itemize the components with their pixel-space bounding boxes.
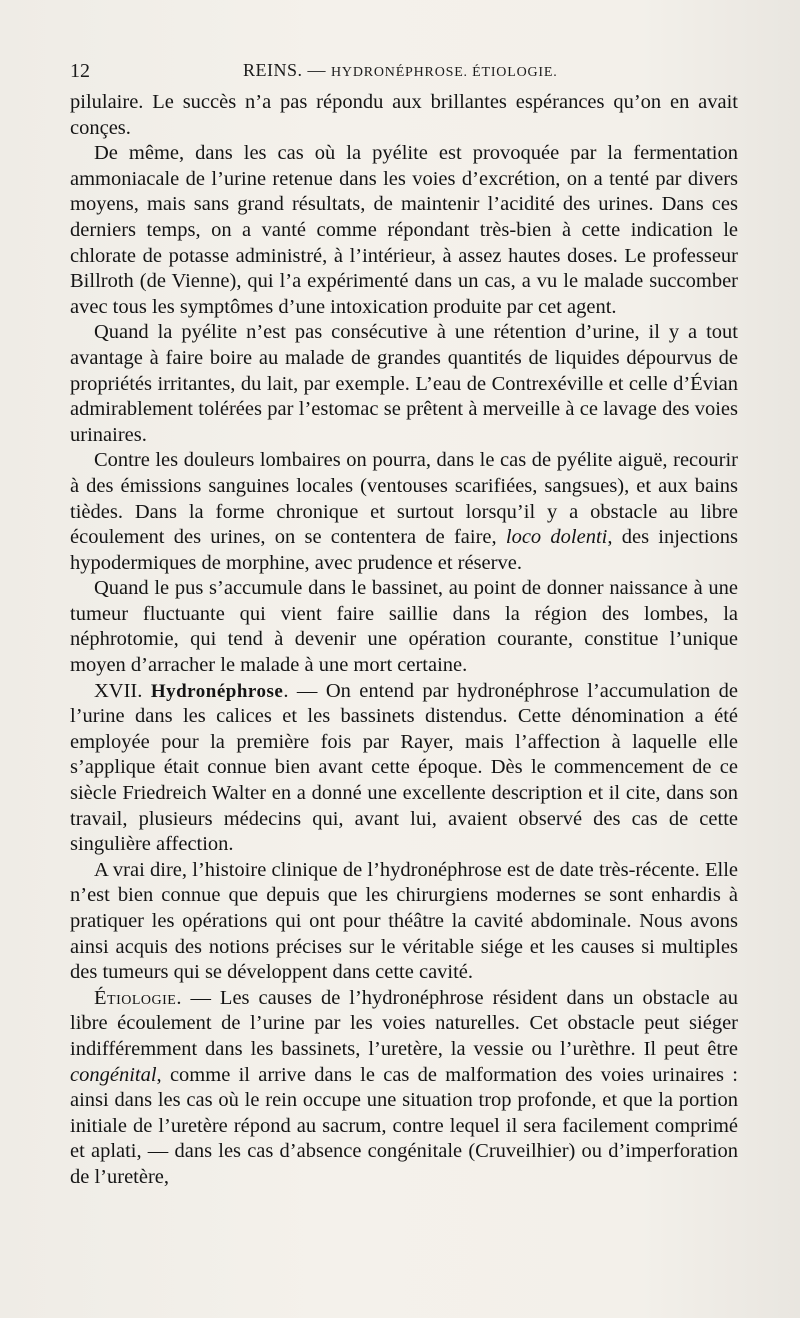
section-numeral: XVII.: [94, 679, 151, 702]
paragraph-douleurs-text-a: Contre les douleurs lombaires on pourra, dans le cas de pyélite aiguë, recourir à des émissions sanguines locales (ventouses scarifiées, sangsues), et aux bains tièdes. Dans la forme chronique et surtout lorsqu’il y a obstacle au libre écoulement des urines, on se contentera de faire,: [70, 449, 738, 549]
paragraph-douleurs: [70, 448, 738, 576]
section-hydronephrose: [70, 679, 738, 858]
running-head-main: REINS.: [243, 60, 303, 80]
section-heading: Hydronéphrose: [150, 680, 284, 702]
paragraph-etiologie-text-b: , comme il arrive dans le cas de malformation des voies urinaires : ainsi dans les cas où le rein occupe une situation trop profonde, et que la portion initiale de l’uretère répond au sacrum, contre lequel il sera facilement comprimé et aplati, — dans les cas d’absence congénitale (Cruveilhier) ou d’imperforation de l’uretère,: [70, 1063, 738, 1188]
paragraph-etiologie: [70, 986, 738, 1191]
page-header: [70, 58, 738, 88]
paragraph-continuation: pilulaire. Le succès n’a pas répondu aux brillantes espérances qu’on en avait conçes.: [70, 91, 738, 139]
page-number: 12: [70, 60, 90, 82]
paragraph-etiologie-italic: congénital: [70, 1063, 157, 1086]
paragraph-etiologie-text-a: . — Les causes de l’hydronéphrose résident dans un obstacle au libre écoulement de l’urine par les voies naturelles. Cet obstacle peut siéger indifféremment dans les bassinets, l’uretère, la vessie ou l’urèthre. Il peut être: [70, 986, 738, 1060]
paragraph-douleurs-text-b: , des injections hypodermiques de morphine, avec prudence et réserve.: [70, 526, 738, 574]
paragraph-liquides: Quand la pyélite n’est pas consécutive à une rétention d’urine, il y a tout avantage à faire boire au malade de grandes quantités de liquides dépourvus de propriétés irritantes, du lait, par exemple. L’eau de Contrexéville et celle d’Évian admirablement tolérées par l’estomac se prêtent à merveille à ce lavage des voies urinaires.: [70, 321, 738, 446]
paragraph-douleurs-italic: loco dolenti: [505, 526, 608, 549]
running-head: [243, 60, 558, 81]
paragraph-nephrotomie: Quand le pus s’accumule dans le bassinet, au point de donner naissance à une tumeur fluctuante qui vient faire saillie dans la région des lombes, la néphrotomie, qui tend à devenir une opération courante, constitue l’unique moyen d’arracher le malade à une mort certaine.: [70, 577, 738, 677]
body-text: [70, 90, 738, 1191]
paragraph-fermentation: De même, dans les cas où la pyélite est provoquée par la fermentation ammoniacale de l’urine retenue dans les voies d’excrétion, on a tenté par divers moyens, mais sans grand résultats, de maintenir l’acidité des urines. Dans ces derniers temps, on a vanté comme répondant très-bien à cette indication le chlorate de potasse administré, à l’intérieur, à assez hautes doses. Le professeur Billroth (de Vienne), qui l’a expérimenté dans un cas, a vu le malade succomber avec tous les symptômes d’une intoxication produite par cet agent.: [70, 142, 738, 318]
paragraph-histoire: A vrai dire, l’histoire clinique de l’hydronéphrose est de date très-récente. Elle n’est bien connue que depuis que les chirurgiens modernes se sont enhardis à pratiquer les opérations qui ont pour théâtre la cavité abdominale. Nous avons ainsi acquis des notions précises sur le véritable siége et les causes si multiples des tumeurs qui se développent dans cette cavité.: [70, 858, 738, 984]
running-head-subtitle: HYDRONÉPHROSE. ÉTIOLOGIE.: [331, 65, 558, 80]
etiologie-heading: Étiologie: [94, 986, 177, 1009]
running-head-dash: —: [307, 60, 327, 80]
section-hydronephrose-text: . — On entend par hydronéphrose l’accumulation de l’urine dans les calices et les bassinets distendus. Cette dénomination a été employée pour la première fois par Rayer, mais l’affection à laquelle elle s’applique était connue bien avant cette époque. Dès le commencement de ce siècle Friedreich Walter en a donné une excellente description et il cite, dans son travail, plusieurs médecins qui, avant lui, avaient observé des cas de cette singulière affection.: [70, 679, 738, 856]
